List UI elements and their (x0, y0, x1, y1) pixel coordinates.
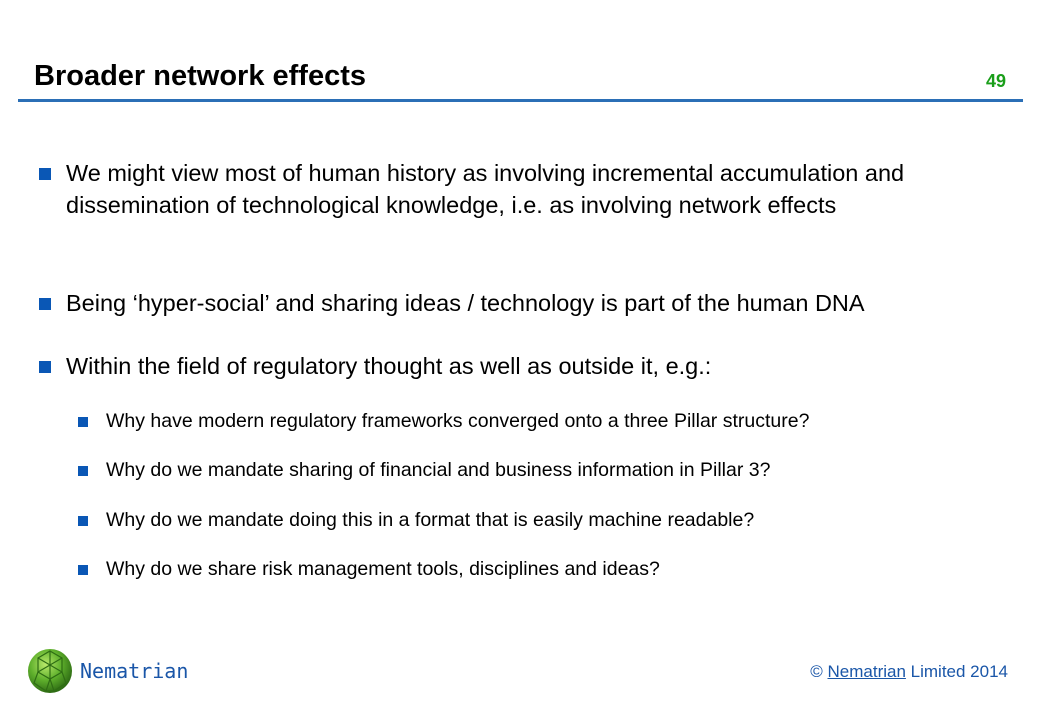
copyright-notice (810, 662, 1008, 682)
brand-name: Nematrian (80, 659, 189, 683)
nematrian-link[interactable]: Nematrian (827, 662, 906, 681)
sub-bullet-text: Why do we mandate doing this in a format that is easily machine readable? (106, 509, 755, 531)
slide-number: 49 (985, 71, 1006, 91)
sub-bullet-item (106, 457, 1006, 483)
bullet-square-icon (78, 466, 88, 476)
sub-bullet-text: Why have modern regulatory frameworks converged onto a three Pillar structure? (106, 410, 810, 432)
bullet-item (66, 287, 1001, 319)
bullet-square-icon (78, 565, 88, 575)
bullet-square-icon (78, 417, 88, 427)
sub-bullet-text: Why do we share risk management tools, disciplines and ideas? (106, 558, 660, 580)
bullet-square-icon (78, 516, 88, 526)
copyright-symbol: © (810, 662, 823, 681)
bullet-text: Being ‘hyper-social’ and sharing ideas / technology is part of the human DNA (66, 290, 865, 316)
copyright-rest: Limited 2014 (910, 662, 1008, 681)
sub-bullet-item (106, 408, 1006, 434)
sub-bullet-item (106, 507, 1006, 533)
nematrian-globe-logo-icon (26, 645, 74, 695)
bullet-text: Within the field of regulatory thought as well as outside it, e.g.: (66, 353, 712, 379)
bullet-square-icon (39, 168, 51, 180)
slide-title: Broader network effects (34, 60, 366, 92)
sub-bullet-item (106, 556, 1006, 582)
bullet-square-icon (39, 361, 51, 373)
title-divider (18, 99, 1023, 102)
bullet-text: We might view most of human history as involving incremental accumulation and dissemination of technological knowledge, i.e. as involving network effects (66, 160, 905, 218)
bullet-item (66, 350, 1001, 382)
bullet-item (66, 157, 1001, 221)
bullet-square-icon (39, 298, 51, 310)
sub-bullet-text: Why do we mandate sharing of financial and business information in Pillar 3? (106, 459, 771, 481)
